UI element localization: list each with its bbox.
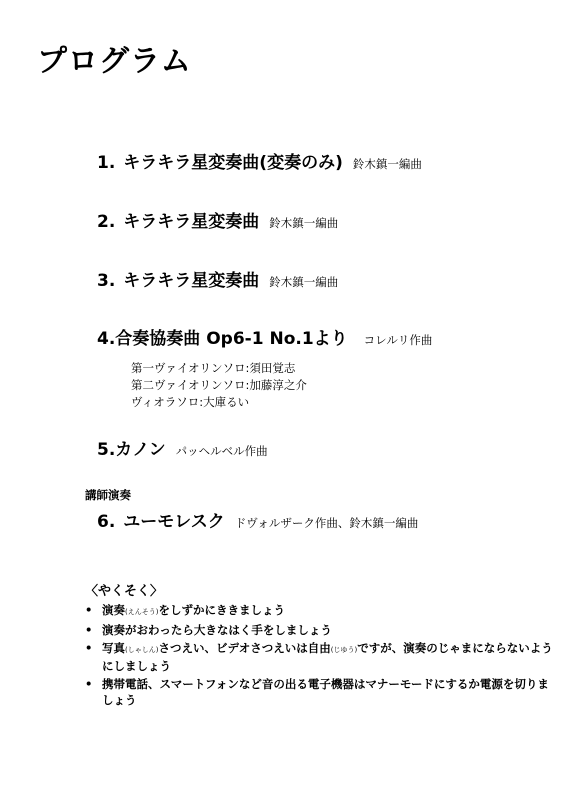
rule-item bbox=[85, 640, 555, 674]
program-item-number: 4. bbox=[97, 329, 116, 349]
program-item-credit: 鈴木鎮一編曲 bbox=[269, 216, 339, 230]
rule-item bbox=[85, 622, 555, 638]
program-item-title: キラキラ星変奏曲 bbox=[123, 271, 260, 291]
program-item-1 bbox=[97, 148, 422, 173]
page-title: プログラム bbox=[37, 44, 192, 79]
rule-text: ですが、演奏のじゃまにならないようにしましょう bbox=[102, 641, 553, 673]
rule-text: 写真 bbox=[102, 641, 125, 655]
program-item-credit: コレルリ作曲 bbox=[363, 333, 433, 347]
program-item-6 bbox=[97, 507, 418, 532]
program-item-number: 5. bbox=[97, 440, 116, 460]
program-item-title: 合奏協奏曲 Op6-1 No.1より bbox=[115, 329, 348, 349]
soloist-entry: 第一ヴァイオリンソロ:須田覚志 bbox=[131, 361, 296, 375]
rule-text: 演奏 bbox=[102, 603, 125, 617]
program-item-2 bbox=[97, 207, 338, 232]
program-item-4 bbox=[97, 324, 432, 349]
soloist-list bbox=[131, 360, 307, 411]
program-item-credit: パッヘルベル作曲 bbox=[175, 444, 268, 458]
program-item-title: キラキラ星変奏曲(変奏のみ) bbox=[123, 153, 343, 173]
program-item-3 bbox=[97, 266, 338, 291]
reading-annotation: (えんそう) bbox=[125, 608, 159, 616]
program-item-number: 1. bbox=[97, 153, 116, 173]
program-item-number: 2. bbox=[97, 212, 116, 232]
rule-text: 携帯電話、スマートフォンなど音の出る電子機器はマナーモードにするか電源を切りましょう bbox=[102, 677, 549, 707]
program-item-title: キラキラ星変奏曲 bbox=[123, 212, 260, 232]
program-item-credit: 鈴木鎮一編曲 bbox=[352, 157, 422, 171]
program-item-5 bbox=[97, 435, 268, 460]
program-item-credit: 鈴木鎮一編曲 bbox=[269, 275, 339, 289]
rules-heading: 〈やくそく〉 bbox=[85, 584, 164, 599]
rule-item bbox=[85, 602, 555, 620]
program-item-number: 6. bbox=[97, 512, 116, 532]
rule-item bbox=[85, 676, 555, 708]
bullet-icon: • bbox=[85, 641, 93, 655]
soloist-entry: 第二ヴァイオリンソロ:加藤淳之介 bbox=[131, 378, 307, 392]
rule-text: 演奏がおわったら大きなはく手をしましょう bbox=[102, 623, 332, 637]
program-item-title: カノン bbox=[115, 440, 166, 460]
soloist-entry: ヴィオラソロ:大庫るい bbox=[131, 395, 250, 409]
lecturer-label: 講師演奏 bbox=[85, 488, 131, 502]
reading-annotation: (しゃしん) bbox=[125, 646, 159, 654]
program-item-credit: ドヴォルザーク作曲、鈴木鎮一編曲 bbox=[234, 516, 419, 530]
rule-text: をしずかにききましょう bbox=[158, 603, 285, 617]
bullet-icon: • bbox=[85, 603, 93, 617]
bullet-icon: • bbox=[85, 677, 93, 691]
rule-text: さつえい、ビデオさつえいは自由 bbox=[158, 641, 331, 655]
program-item-title: ユーモレスク bbox=[123, 512, 225, 532]
rules-list bbox=[85, 602, 555, 710]
bullet-icon: • bbox=[85, 623, 93, 637]
reading-annotation: (じゆう) bbox=[330, 646, 358, 654]
program-item-number: 3. bbox=[97, 271, 116, 291]
